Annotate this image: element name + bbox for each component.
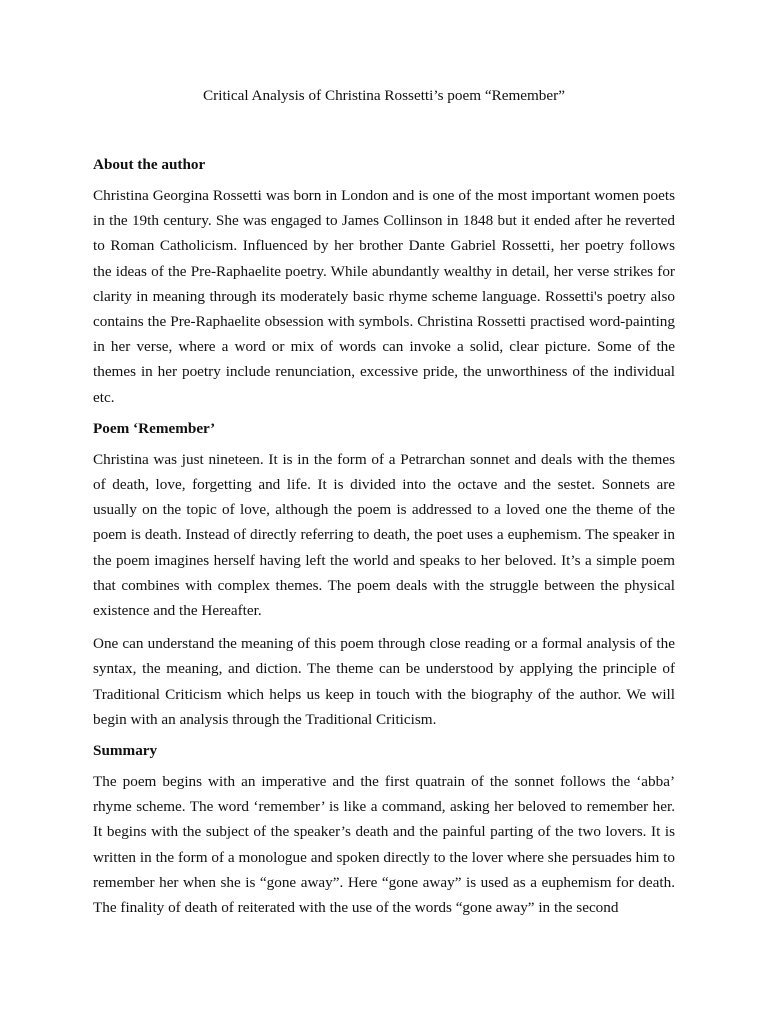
paragraph: Christina was just nineteen. It is in the form of a Petrarchan sonnet and deals with the themes of death, love, forgetting and life. It is divided into the octave and the sestet. Sonnets are usually on the topic of love, although the poem is addressed to a loved one the theme of the poem is death. Instead of directly referring to death, the poet uses a euphemism. The speaker in the poem imagines herself having left the world and speaks to her beloved. It’s a simple poem that combines with complex themes. The poem deals with the struggle between the physical existence and the Hereafter. bbox=[93, 450, 675, 620]
section-about-the-author bbox=[93, 154, 675, 410]
section-heading: Summary bbox=[93, 742, 158, 760]
paragraph: The poem begins with an imperative and the first quatrain of the sonnet follows the ‘abba’ rhyme scheme. The word ‘remember’ is like a command, asking her beloved to remember her. It begins with the subject of the speaker’s death and the painful parting of the two lovers. It is written in the form of a monologue and spoken directly to the lover where she persuades him to remember her when she is “gone away”. Here “gone away” is used as a euphemism for death. The finality of death of reiterated with the use of the words “gone away” in the second bbox=[93, 773, 675, 917]
document-title: Critical Analysis of Christina Rossetti’s poem “Remember” bbox=[203, 87, 565, 104]
section-summary bbox=[93, 740, 675, 920]
paragraph: One can understand the meaning of this poem through close reading or a formal analysis of the syntax, the meaning, and diction. The theme can be understood by applying the principle of Traditional Criticism which helps us keep in touch with the biography of the author. We will begin with an analysis through the Traditional Criticism. bbox=[93, 635, 675, 728]
document-body bbox=[93, 154, 675, 928]
section-poem-remember bbox=[93, 418, 675, 732]
section-heading: About the author bbox=[93, 156, 206, 173]
paragraph: Christina Georgina Rossetti was born in London and is one of the most important women poets in the 19th century. She was engaged to James Collinson in 1848 but it ended after he reverted to Roman Catholicism. Influenced by her brother Dante Gabriel Rossetti, her poetry follows the ideas of the Pre-Raphaelite poetry. While abundantly wealthy in detail, her verse strikes for clarity in meaning through its moderately basic rhyme scheme language. Rossetti's poetry also contains the Pre-Raphaelite obsession with symbols. Christina Rossetti practised word-painting in her verse, where a word or mix of words can invoke a solid, clear picture. Some of the themes in her poetry include renunciation, excessive pride, the unworthiness of the individual etc. bbox=[93, 187, 675, 406]
section-heading: Poem ‘Remember’ bbox=[93, 419, 216, 437]
